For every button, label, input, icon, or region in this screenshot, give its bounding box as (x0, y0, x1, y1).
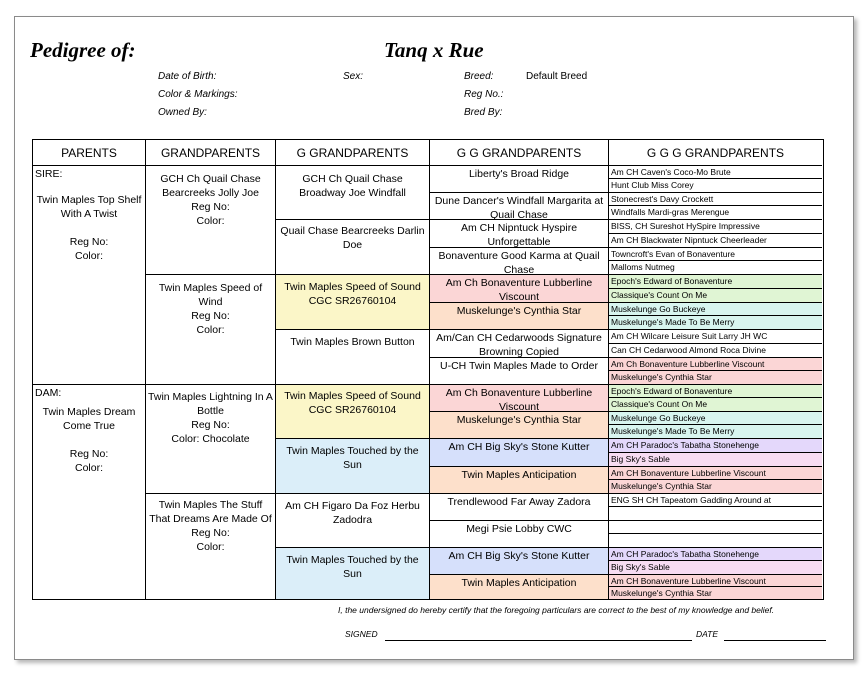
color-markings-label: Color & Markings: (158, 89, 238, 100)
g-grandparent-cell: Twin Maples Speed of Sound CGC SR26760104 (276, 385, 430, 439)
grandparent-reg: Reg No: (191, 310, 230, 322)
grandparent-reg: Reg No: (191, 419, 230, 431)
col-header-g-grandparents: G GRANDPARENTS (276, 140, 430, 166)
ggg-grandparent-cell: Am CH Paradoc's Tabatha Stonehenge (609, 548, 822, 561)
sex-label: Sex: (343, 71, 364, 82)
ggg-grandparent-cell: Windfalls Mardi-gras Merengue (609, 206, 822, 220)
g-grandparent-cell: Twin Maples Speed of Sound CGC SR26760104 (276, 275, 430, 330)
grandparent-name: Twin Maples Lightning In A Bottle (148, 391, 273, 417)
gg-grandparent-cell: Muskelunge's Cynthia Star (430, 303, 609, 330)
ggg-grandparent-cell: BISS, CH Sureshot HySpire Impressive (609, 220, 822, 234)
ggg-grandparent-cell: Muskelunge's Made To Be Merry (609, 425, 822, 439)
ggg-grandparent-cell: Malloms Nutmeg (609, 261, 822, 275)
sire-cell (33, 166, 146, 385)
dam-color: Color: (74, 462, 103, 474)
ggg-grandparent-cell: Am CH Bonaventure Lubberline Viscount (609, 575, 822, 587)
ggg-grandparent-cell: Am CH Bonaventure Lubberline Viscount (609, 467, 822, 480)
col-header-grandparents: GRANDPARENTS (146, 140, 276, 166)
gg-grandparent-cell: Twin Maples Anticipation (430, 467, 609, 494)
ggg-grandparent-cell: Epoch's Edward of Bonaventure (609, 385, 822, 398)
ggg-grandparent-cell: Epoch's Edward of Bonaventure (609, 275, 822, 289)
gg-grandparent-cell: Am Ch Bonaventure Lubberline Viscount (430, 275, 609, 303)
grandparent-cell (146, 385, 276, 494)
ggg-grandparent-cell: Classique's Count On Me (609, 289, 822, 303)
bred-by-label: Bred By: (464, 107, 503, 118)
pedigree-label: Pedigree of: (30, 38, 136, 62)
dam-name: Twin Maples Dream Come True (42, 406, 136, 432)
ggg-grandparent-cell: ENG SH CH Tapeatom Gadding Around at (609, 494, 822, 507)
grandparent-name: Twin Maples Speed of Wind (158, 282, 263, 308)
gg-grandparent-cell: Am CH Nipntuck Hyspire Unforgettable (430, 220, 609, 248)
sire-reg: Reg No: (69, 236, 109, 248)
sire-color: Color: (74, 250, 103, 262)
sire-name: Twin Maples Top Shelf With A Twist (36, 194, 142, 220)
ggg-grandparent-cell: Am CH Caven's Coco-Mo Brute (609, 166, 822, 179)
ggg-grandparent-cell: Am Ch Bonaventure Lubberline Viscount (609, 358, 822, 371)
ggg-grandparent-cell: Am CH Paradoc's Tabatha Stonehenge (609, 439, 822, 453)
ggg-grandparent-cell: Can CH Cedarwood Almond Roca Divine (609, 344, 822, 358)
g-grandparent-cell: Twin Maples Touched by the Sun (276, 439, 430, 494)
dob-label: Date of Birth: (158, 71, 217, 82)
col-header-ggg-grandparents: G G G GRANDPARENTS (609, 140, 822, 166)
gg-grandparent-cell: Megi Psie Lobby CWC (430, 521, 609, 548)
g-grandparent-cell: GCH Ch Quail Chase Broadway Joe Windfall (276, 166, 430, 220)
ggg-grandparent-cell: Big Sky's Sable (609, 453, 822, 467)
owned-by-label: Owned By: (158, 107, 207, 118)
grandparent-cell (146, 275, 276, 385)
gg-grandparent-cell: Liberty's Broad Ridge (430, 166, 609, 193)
ggg-grandparent-cell: Towncroft's Evan of Bonaventure (609, 248, 822, 261)
dam-reg: Reg No: (69, 448, 109, 460)
signed-label: SIGNED (345, 629, 378, 639)
grandparent-color: Color: (196, 215, 225, 227)
gg-grandparent-cell: Am/Can CH Cedarwoods Signature Browning Copied (430, 330, 609, 358)
sire-label: SIRE: (35, 168, 63, 180)
gg-grandparent-cell: Trendlewood Far Away Zadora (430, 494, 609, 521)
ggg-grandparent-cell (609, 521, 822, 534)
ggg-grandparent-cell: Am CH Wilcare Leisure Suit Larry JH WC (609, 330, 822, 344)
signature-line[interactable] (385, 640, 692, 641)
g-grandparent-cell: Am CH Figaro Da Foz Herbu Zadodra (276, 494, 430, 548)
gg-grandparent-cell: Dune Dancer's Windfall Margarita at Quail Chase (430, 193, 609, 220)
ggg-grandparent-cell: Am CH Blackwater Nipntuck Cheerleader (609, 234, 822, 248)
grandparent-cell (146, 494, 276, 599)
grandparent-cell (146, 166, 276, 275)
grandparent-name: GCH Ch Quail Chase Bearcreeks Jolly Joe (160, 173, 261, 199)
date-line[interactable] (724, 640, 826, 641)
ggg-grandparent-cell: Muskelunge Go Buckeye (609, 303, 822, 316)
ggg-grandparent-cell: Muskelunge's Made To Be Merry (609, 316, 822, 330)
gg-grandparent-cell: Twin Maples Anticipation (430, 575, 609, 599)
ggg-grandparent-cell: Muskelunge's Cynthia Star (609, 480, 822, 494)
ggg-grandparent-cell: Muskelunge's Cynthia Star (609, 371, 822, 385)
grandparent-color: Color: (196, 541, 225, 553)
g-grandparent-cell: Quail Chase Bearcreeks Darlin Doe (276, 220, 430, 275)
certify-statement: I, the undersigned do hereby certify that the foregoing particulars are correct to the best of my knowledge and belief. (338, 605, 775, 615)
ggg-grandparent-cell: Muskelunge Go Buckeye (609, 412, 822, 425)
gg-grandparent-cell: Bonaventure Good Karma at Quail Chase (430, 248, 609, 275)
grandparent-color: Color: Chocolate (171, 433, 250, 445)
col-header-gg-grandparents: G G GRANDPARENTS (430, 140, 609, 166)
ggg-grandparent-cell: Big Sky's Sable (609, 561, 822, 575)
ggg-grandparent-cell: Muskelunge's Cynthia Star (609, 587, 822, 599)
col-header-parents: PARENTS (33, 140, 146, 166)
gg-grandparent-cell: U-CH Twin Maples Made to Order (430, 358, 609, 385)
dam-label: DAM: (35, 387, 62, 399)
breed-label: Breed: (464, 71, 494, 82)
grandparent-reg: Reg No: (191, 201, 230, 213)
gg-grandparent-cell: Muskelunge's Cynthia Star (430, 412, 609, 439)
breed-value: Default Breed (526, 71, 588, 82)
ggg-grandparent-cell: Classique's Count On Me (609, 398, 822, 412)
ggg-grandparent-cell: Stonecrest's Davy Crockett (609, 193, 822, 206)
gg-grandparent-cell: Am CH Big Sky's Stone Kutter (430, 439, 609, 467)
ggg-grandparent-cell: Hunt Club Miss Corey (609, 179, 822, 193)
ggg-grandparent-cell (609, 507, 822, 521)
grandparent-name: Twin Maples The Stuff That Dreams Are Made Of (149, 499, 272, 525)
gg-grandparent-cell: Am CH Big Sky's Stone Kutter (430, 548, 609, 575)
ggg-grandparent-cell (609, 534, 822, 548)
grandparent-reg: Reg No: (191, 527, 230, 539)
g-grandparent-cell: Twin Maples Touched by the Sun (276, 548, 430, 599)
dog-name: Tanq x Rue (384, 38, 484, 62)
g-grandparent-cell: Twin Maples Brown Button (276, 330, 430, 385)
pedigree-table (32, 139, 824, 600)
grandparent-color: Color: (196, 324, 225, 336)
date-label: DATE (696, 629, 719, 639)
gg-grandparent-cell: Am Ch Bonaventure Lubberline Viscount (430, 385, 609, 412)
dam-cell (33, 385, 146, 599)
reg-no-label: Reg No.: (464, 89, 504, 100)
